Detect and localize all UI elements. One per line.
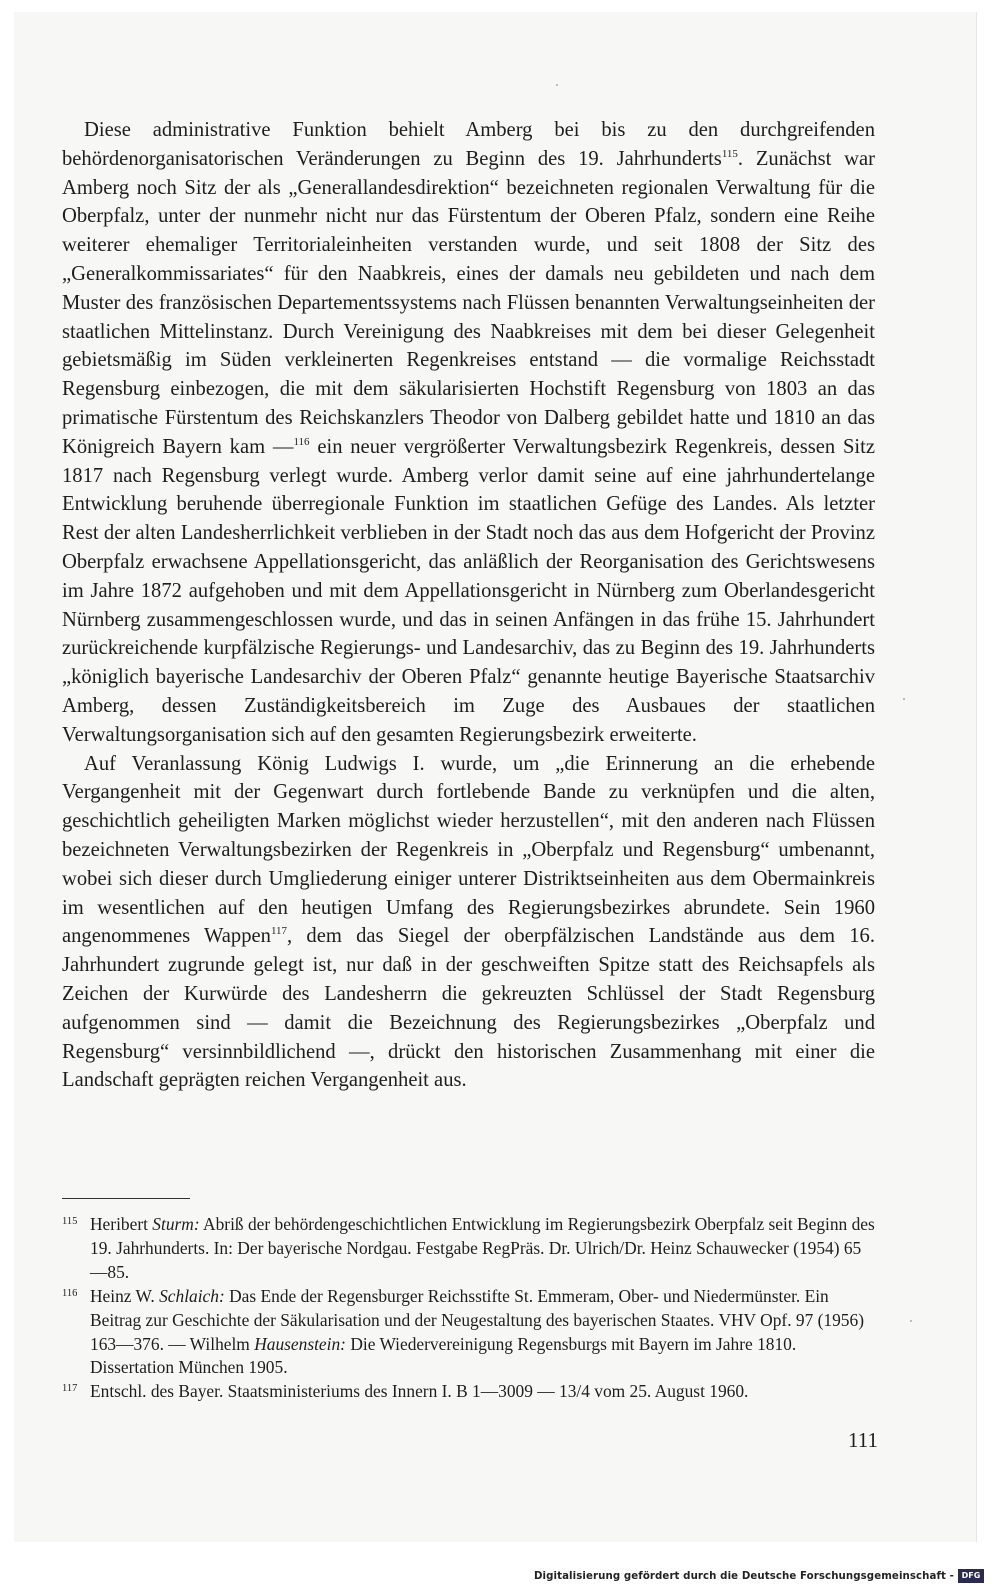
paragraph bbox=[62, 116, 875, 750]
digitization-credit: Digitalisierung gefördert durch die Deutsche Forschungsgemeinschaft - bbox=[533, 1571, 954, 1582]
paragraph-text: . Zunächst war Amberg noch Sitz der als „Generallandesdirektion“ bezeichneten regionalen Verwaltung für die Oberpfalz, unter der nunmehr nicht nur das Fürstentum der Oberen Pfalz, sondern eine Reihe weiterer ehemaliger Territorialeinheiten verstanden wurde, und seit 1808 der Sitz des „Generalkommissariates“ für den Naabkreis, eines der damals neu gebildeten und nach dem Muster des französischen Departementssystems nach Flüssen benannten Verwaltungseinheiten der staatlichen Mittelinstanz. Durch Vereinigung des Naabkreises mit dem bei dieser Gelegenheit gebietsmäßig im Süden verkleinerten Regenkreises entstand — die vormalige Reichsstadt Regensburg einbezogen, die mit dem säkularisierten Hochstift Regensburg von 1803 an das primatische Fürstentum des Reichskanzlers Theodor von Dalberg gebildet hatte und 1810 an das Königreich Bayern kam — bbox=[62, 147, 875, 458]
footnote-reference: 115 bbox=[721, 147, 738, 160]
footnote-divider bbox=[62, 1198, 190, 1199]
paragraph-text: Diese administrative Funktion behielt Amberg bei bis zu den durchgreifenden behördenorganisatorischen Veränderungen zu Beginn des 19. Jahrhunderts bbox=[62, 119, 875, 170]
paragraph bbox=[62, 750, 875, 1096]
author-name: Sturm: bbox=[152, 1214, 200, 1234]
footnote-text: Abriß der behördengeschichtlichen Entwicklung im Regierungsbezirk Oberpfalz seit Beginn des 19. Jahrhunderts. In: Der bayerische Nordgau. Festgabe RegPräs. Dr. Ulrich/Dr. Heinz Schauwecker (1954) 65—85. bbox=[90, 1214, 875, 1282]
footnote-text: Heinz W. bbox=[90, 1285, 160, 1306]
footnote-number: 115 bbox=[62, 1216, 78, 1227]
scan-mark bbox=[556, 84, 558, 86]
footnote-117 bbox=[62, 1380, 875, 1404]
footnote-text: Die Wiedervereinigung Regensburgs mit Bayern im Jahre 1810. Dissertation München 1905. bbox=[90, 1333, 797, 1378]
body-text bbox=[62, 116, 875, 1095]
dfg-logo: DFG bbox=[958, 1569, 984, 1583]
footnote-reference: 117 bbox=[270, 925, 288, 938]
paragraph-text: , dem das Siegel der oberpfälzischen Landstände aus dem 16. Jahrhundert zugrunde gelegt ist, nur daß in der geschweiften Spitze statt des Reichsapfels als Zeichen der Kurwürde des Landesherrn die gekreuzten Schlüssel der Stadt Regensburg aufgenommen sind — damit die Bezeichnung des Regierungsbezirkes „Oberpfalz und Regensburg“ versinnbildlichend —, drückt den historischen Zusammenhang mit einer die Landschaft geprägten reichen Vergangenheit aus. bbox=[62, 925, 875, 1092]
footnotes bbox=[62, 1213, 875, 1404]
page-number: 111 bbox=[848, 1428, 878, 1452]
footnote-115 bbox=[62, 1213, 875, 1285]
paragraph-text: Auf Veranlassung König Ludwigs I. wurde, um „die Erinnerung an die erhebende Vergangenheit mit der Gegenwart durch fortlebende Bande zu verknüpfen und die alten, geschichtlich geheiligten Marken möglichst wieder herzustellen“, mit den anderen nach Flüssen bezeichneten Verwaltungsbezirken der Regenkreis in „Oberpfalz und Regensburg“ umbenannt, wobei sich dieser durch Umgliederung einiger unterer Distriktseinheiten aus dem Obermainkreis im wesentlichen auf den heutigen Umfang des Regierungsbezirkes abrundete. Sein 1960 angenommenes Wappen bbox=[62, 752, 875, 948]
paragraph-text: ein neuer vergrößerter Verwaltungsbezirk Regenkreis, dessen Sitz 1817 nach Regensburg verlegt wurde. Amberg verlor damit seine auf eine jahrhundertelange Entwicklung beruhende überregionale Funktion im staatlichen Gefüge des Landes. Als letzter Rest der alten Landesherrlichkeit verblieben in der Stadt noch das aus dem Hofgericht der Provinz Oberpfalz erwachsene Appellationsgericht, das anläßlich der Reorganisation des Gerichtswesens im Jahre 1872 aufgehoben und mit dem Appellationsgericht in Nürnberg zum Oberlandesgericht Nürnberg zusammengeschlossen wurde, und das in seinen Anfängen in das frühe 15. Jahrhundert zurückreichende kurpfälzische Regierungs- und Landesarchiv, das zu Beginn des 19. Jahrhunderts „königlich bayerische Landesarchiv der Oberen Pfalz“ genannte heutige Bayerische Staatsarchiv Amberg, dessen Zuständigkeitsbereich im Zuge des Ausbaues der staatlichen Verwaltungsorganisation sich auf den gesamten Regierungsbezirk erweiterte. bbox=[62, 435, 875, 746]
scan-mark bbox=[910, 1320, 912, 1322]
footnote-text: Entschl. des Bayer. Staatsministeriums des Innern I. B 1—3009 — 13/4 vom 25. August 1960. bbox=[90, 1381, 749, 1402]
scan-mark bbox=[903, 698, 905, 700]
footnote-number: 116 bbox=[62, 1287, 78, 1299]
author-name: Schlaich: bbox=[159, 1285, 225, 1306]
footnote-reference: 116 bbox=[293, 435, 310, 448]
footnote-number: 117 bbox=[62, 1383, 78, 1395]
footnote-text: Heribert bbox=[90, 1214, 153, 1234]
author-name: Hausenstein: bbox=[254, 1333, 346, 1354]
footnote-116 bbox=[62, 1285, 875, 1381]
footnote-text: Das Ende der Regensburger Reichsstifte St. Emmeram, Ober- und Niedermünster. Ein Beitrag zur Geschichte der Säkularisation und der Neugestaltung des bayerischen Staates. VHV Opf. 97 (1956) 163—376. — Wilhelm bbox=[90, 1285, 864, 1354]
